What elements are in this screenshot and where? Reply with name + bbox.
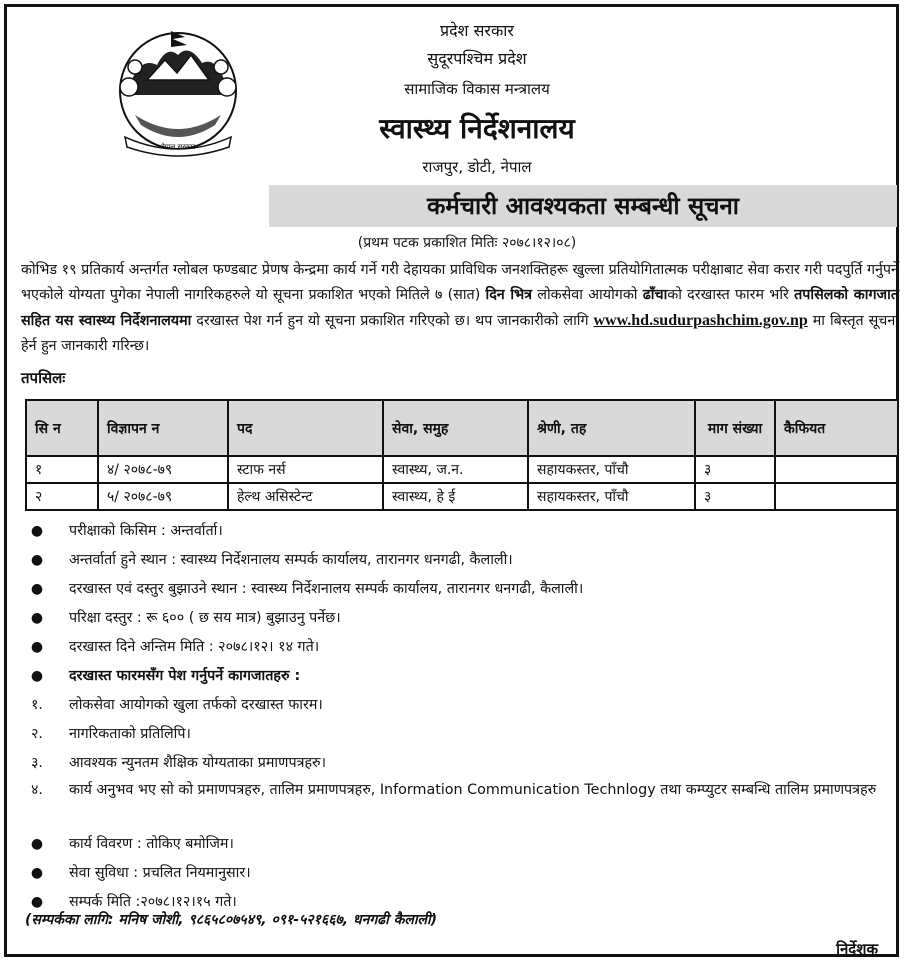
col-service-group: सेवा, समुह (383, 400, 528, 456)
list-item (21, 604, 901, 633)
notice-title: कर्मचारी आवश्यकता सम्बन्धी सूचना (269, 185, 897, 227)
document-number: ४. (31, 782, 43, 798)
cell-remarks (775, 456, 898, 483)
table-header-row (26, 400, 898, 456)
cell-class-level: सहायकस्तर, पाँचौ (528, 456, 695, 483)
bullet-icon: ● (30, 865, 44, 881)
cell-serial: १ (26, 456, 98, 483)
intro-bold-format: ढाँचा (642, 287, 668, 303)
col-post: पद (228, 400, 383, 456)
intro-bold-days: दिन भित्र (485, 287, 533, 303)
bullet-icon: ● (30, 552, 44, 568)
bullet-icon: ● (30, 610, 44, 626)
col-class-level: श्रेणी, तह (528, 400, 695, 456)
intro-paragraph (21, 258, 899, 359)
cell-class-level: सहायकस्तर, पाँचौ (528, 483, 695, 510)
col-serial: सि न (26, 400, 98, 456)
bullet-icon: ● (30, 668, 44, 684)
table-row (26, 456, 898, 483)
document-item: कार्य अनुभव भए सो को प्रमाणपत्रहरु, तालिम प्रमाणपत्रहरु, Information Communication Technlogy तथा कम्प्युटर सम्बन्धि तालिम प्रमाणपत्रहरु (69, 782, 877, 798)
cell-serial: २ (26, 483, 98, 510)
col-demand-count: माग संख्या (695, 400, 775, 456)
document-number: २. (31, 726, 43, 742)
exam-type: परीक्षाको किसिम : अन्तर्वार्ता। (69, 523, 223, 539)
list-item (21, 720, 901, 749)
bullet-icon: ● (30, 639, 44, 655)
contact-info: (सम्पर्कका लागि: मनिष जोशी, ९८६५८०७५४९, ०९१-५२१६६७, धनगढी कैलाली) (25, 912, 438, 928)
col-advertisement-no: विज्ञापन न (98, 400, 228, 456)
cell-post: हेल्थ असिस्टेन्ट (228, 483, 383, 510)
submission-place: दरखास्त एवं दस्तुर बुझाउने स्थान : स्वास्थ्य निर्देशनालय सम्पर्क कार्यालय, तारानगर धनगढी, कैलाली। (69, 581, 584, 597)
intro-bold-documents: तपसिलको कागजात सहित यस स्वास्थ्य निर्देशनालयमा (21, 287, 899, 329)
job-description: कार्य विवरण : तोकिए बमोजिम। (69, 836, 234, 852)
list-item (21, 662, 901, 691)
document-item: आवश्यक न्युनतम शैक्षिक योग्यताका प्रमाणपत्रहरु। (69, 755, 327, 771)
list-item (21, 859, 901, 888)
intro-text-a: कोभिड १९ प्रतिकार्य अन्तर्गत ग्लोबल फण्डबाट प्रेणष केन्द्रमा कार्य गर्ने गरी देहायका प्राविधिक जनशक्तिहरू खुल्ला प्रतियोगितात्मक परीक्षाबाट सेवा करार गरी पदपुर्ति गर्नुपर्ने भएकोले योग्यता पुगेका नेपाली नागरिकहरुले यो सूचना प्रकाशित भएको मितिले ७ (सात) (21, 262, 899, 303)
list-item (21, 517, 901, 546)
cell-demand-count: ३ (695, 483, 775, 510)
intro-text-d: को दरखास्त फारम भरि (667, 287, 795, 303)
cell-advertisement-no: ५/ २०७८-७९ (98, 483, 228, 510)
list-item (21, 575, 901, 604)
list-item (21, 778, 901, 830)
signatory: निर्देशक (836, 940, 878, 958)
intro-text-e: दरखास्त पेश गर्न हुन यो सूचना प्रकाशित गरिएको छ। थप जानकारीको लागि (191, 313, 594, 329)
website-link[interactable]: www.hd.sudurpashchim.gov.np (593, 312, 808, 329)
cell-service-group: स्वास्थ्य, ज.न. (383, 456, 528, 483)
nepal-emblem-icon (107, 25, 249, 163)
contact-date: सम्पर्क मिति :२०७८।१२।१५ गते। (69, 894, 237, 910)
bullet-icon: ● (30, 523, 44, 539)
bullet-icon: ● (30, 836, 44, 852)
office-address: राजपुर, डोटी, नेपाल (422, 158, 532, 176)
cell-advertisement-no: ४/ २०७८-७९ (98, 456, 228, 483)
bullet-icon: ● (30, 894, 44, 910)
ministry-name: सामाजिक विकास मन्त्रालय (404, 80, 550, 98)
cell-remarks (775, 483, 898, 510)
table-row (26, 483, 898, 510)
details-heading: तपसिलः (21, 369, 66, 387)
document-number: १. (31, 697, 43, 713)
list-item (21, 830, 901, 859)
cell-service-group: स्वास्थ्य, हे ई (383, 483, 528, 510)
document-item: नागरिकताको प्रतिलिपि। (69, 726, 191, 742)
emblem-caption: नेपाल सरकार (160, 143, 196, 151)
cell-demand-count: ३ (695, 456, 775, 483)
exam-fee: परिक्षा दस्तुर : रू ६०० ( छ सय मात्र) बुझाउनु पर्नेछ। (69, 610, 341, 626)
province-name: सुदूरपश्चिम प्रदेश (427, 49, 527, 68)
government-name: प्रदेश सरकार (440, 21, 514, 40)
notice-page (4, 4, 899, 957)
intro-text-f: मा बिस्तृत सूचना हेर्न हुन जानकारी गरिन्छ। (21, 313, 899, 354)
list-item (21, 749, 901, 778)
notice-details-list (21, 517, 901, 917)
intro-text-c: लोकसेवा आयोगको (532, 287, 643, 303)
vacancy-table (25, 399, 899, 511)
documents-heading: दरखास्त फारमसँग पेश गर्नुपर्ने कागजातहरु : (69, 668, 301, 684)
list-item (21, 546, 901, 575)
list-item (21, 633, 901, 662)
document-number: ३. (31, 755, 43, 771)
service-benefits: सेवा सुविधा : प्रचलित नियमानुसार। (69, 865, 251, 881)
cell-post: स्टाफ नर्स (228, 456, 383, 483)
document-item: लोकसेवा आयोगको खुला तर्फको दरखास्त फारम। (69, 697, 323, 713)
list-item (21, 691, 901, 720)
publication-date: (प्रथम पटक प्रकाशित मितिः २०७८।१२।०८) (357, 235, 577, 251)
office-name: स्वास्थ्य निर्देशनालय (379, 112, 575, 145)
interview-place: अन्तर्वार्ता हुने स्थान : स्वास्थ्य निर्देशनालय सम्पर्क कार्यालय, तारानगर धनगढी, कैलाली। (69, 552, 513, 568)
col-remarks: कैफियत (775, 400, 898, 456)
application-deadline: दरखास्त दिने अन्तिम मिति : २०७८।१२। १४ गते। (69, 639, 320, 655)
bullet-icon: ● (30, 581, 44, 597)
